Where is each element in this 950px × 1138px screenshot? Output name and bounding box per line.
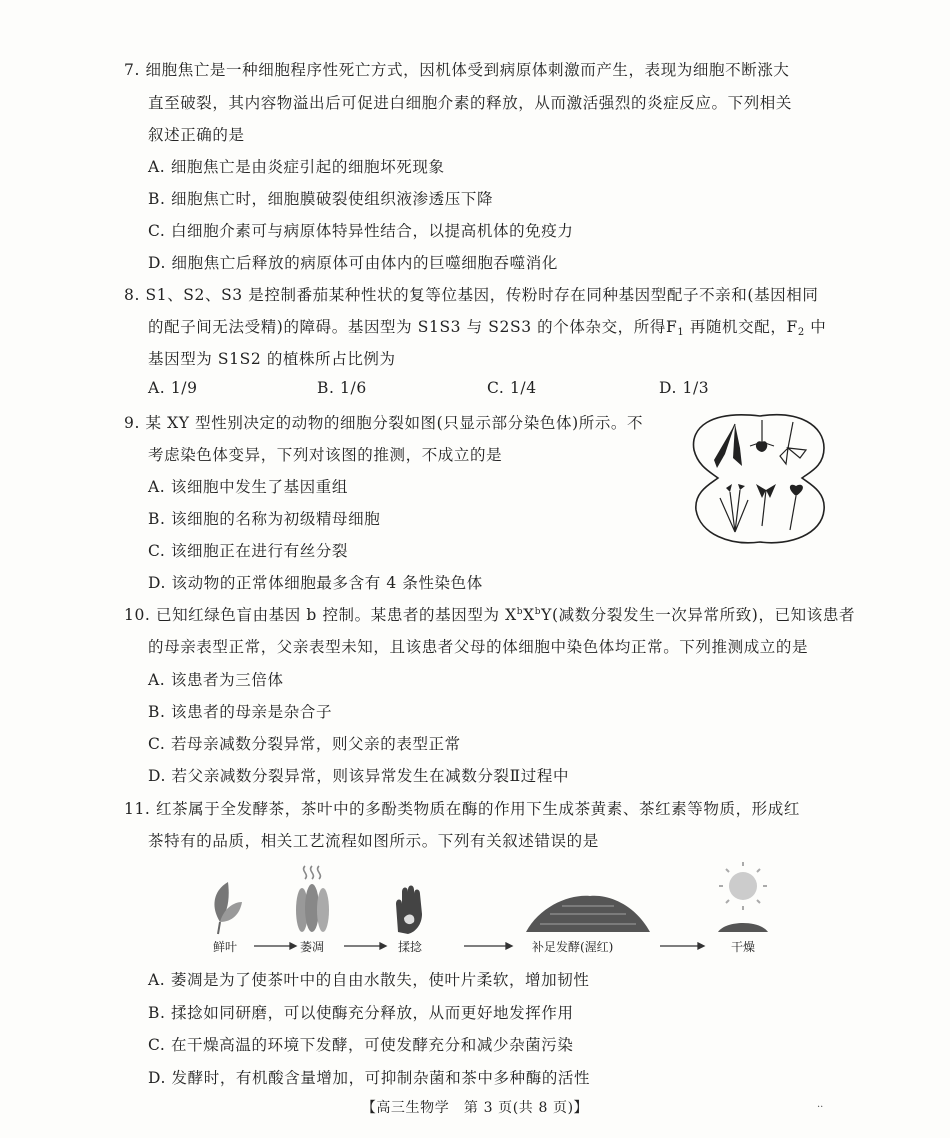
q7-stem-line-3: 叙述正确的是 [148, 126, 245, 144]
q9-option-b: B. 该细胞的名称为初级精母细胞 [148, 510, 381, 528]
q8-stem-line-3: 基因型为 S1S2 的植株所占比例为 [148, 350, 396, 368]
corner-mark: ·· [817, 1102, 824, 1113]
rolling-hand-icon [396, 886, 422, 935]
q10-option-b: B. 该患者的母亲是杂合子 [148, 703, 333, 721]
flow-step-rolling: 揉捻 [398, 940, 423, 954]
q7-option-d: D. 细胞焦亡后释放的病原体可由体内的巨噬细胞吞噬消化 [148, 254, 558, 272]
q11-stem-line-2: 茶特有的品质，相关工艺流程如图所示。下列有关叙述错误的是 [148, 832, 599, 850]
q8-option-a: A. 1/9 [148, 379, 198, 397]
q7-stem-line-1: 7. 细胞焦亡是一种细胞程序性死亡方式，因机体受到病原体刺激而产生，表现为细胞不断涨大 [124, 61, 790, 79]
withering-icon [296, 866, 329, 932]
sun-drying-icon [718, 862, 768, 932]
lower-chromosomes [720, 484, 803, 532]
q7-option-c: C. 白细胞介素可与病原体特异性结合，以提高机体的免疫力 [148, 222, 574, 240]
q8-option-b: B. 1/6 [317, 379, 367, 397]
page-footer: 【高三生物学 第 3 页(共 8 页)】 [361, 1100, 589, 1116]
q11-stem-line-1: 11. 红茶属于全发酵茶，茶叶中的多酚类物质在酶的作用下生成茶黄素、茶红素等物质，形成红 [124, 800, 800, 818]
flow-step-drying: 干燥 [731, 940, 756, 954]
q11-option-c: C. 在干燥高温的环境下发酵，可使发酵充分和减少杂菌污染 [148, 1036, 574, 1054]
q10-option-c: C. 若母亲减数分裂异常，则父亲的表型正常 [148, 735, 461, 753]
q10-stem-line-2: 的母亲表型正常，父亲表型未知，且该患者父母的体细胞中染色体均正常。下列推测成立的是 [148, 638, 809, 656]
q8-stem-line-1: 8. S1、S2、S3 是控制番茄某种性状的复等位基因，传粉时存在同种基因型配子不亲和(基因相同 [124, 286, 819, 304]
fermentation-pile-icon [526, 896, 650, 932]
q9-option-a: A. 该细胞中发生了基因重组 [148, 478, 348, 496]
q7-option-a: A. 细胞焦亡是由炎症引起的细胞坏死现象 [148, 158, 445, 176]
q8-option-c: C. 1/4 [487, 379, 537, 397]
q9-option-d: D. 该动物的正常体细胞最多含有 4 条性染色体 [148, 574, 483, 592]
q8-option-d: D. 1/3 [659, 379, 710, 397]
tea-process-flow [190, 862, 790, 957]
flow-step-fermentation: 补足发酵(渥红) [532, 940, 614, 954]
q11-option-a: A. 萎凋是为了使茶叶中的自由水散失，使叶片柔软，增加韧性 [148, 971, 590, 989]
q7-option-b: B. 细胞焦亡时，细胞膜破裂使组织液渗透压下降 [148, 190, 494, 208]
q9-option-c: C. 该细胞正在进行有丝分裂 [148, 542, 349, 560]
flow-step-withering: 萎凋 [300, 940, 325, 954]
flow-step-fresh-leaf: 鲜叶 [213, 940, 238, 954]
q9-stem-line-2: 考虑染色体变异，下列对该图的推测，不成立的是 [148, 446, 503, 464]
q9-stem-line-1: 9. 某 XY 型性别决定的动物的细胞分裂如图(只显示部分染色体)所示。不 [124, 414, 644, 432]
q8-stem-line-2: 的配子间无法受精)的障碍。基因型为 S1S3 与 S2S3 的个体杂交，所得$F_1$ 再随机交配，$F_2$ 中 [148, 318, 827, 338]
upper-chromosomes [714, 420, 806, 468]
q11-option-d: D. 发酵时，有机酸含量增加，可抑制杂菌和茶中多种酶的活性 [148, 1069, 591, 1087]
q10-option-a: A. 该患者为三倍体 [148, 671, 284, 689]
q11-option-b: B. 揉捻如同研磨，可以使酶充分释放，从而更好地发挥作用 [148, 1004, 574, 1022]
fresh-leaf-icon [214, 882, 242, 934]
cell-division-figure [690, 408, 830, 548]
q10-stem-line-1: 10. 已知红绿色盲由基因 b 控制。某患者的基因型为 $X^bX^bY$(减数分裂发生一次异常所致)，已知该患者 [124, 606, 856, 624]
q7-stem-line-2: 直至破裂，其内容物溢出后可促进白细胞介素的释放，从而激活强烈的炎症反应。下列相关 [148, 94, 793, 112]
q10-option-d: D. 若父亲减数分裂异常，则该异常发生在减数分裂Ⅱ过程中 [148, 767, 570, 785]
